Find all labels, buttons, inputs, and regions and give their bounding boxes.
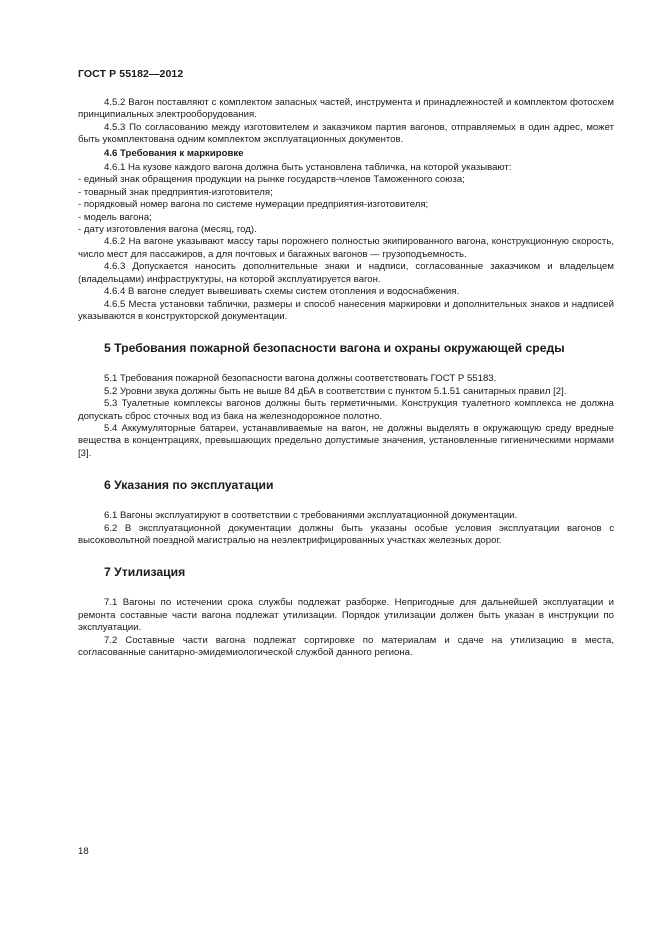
list-item: - порядковый номер вагона по системе нумерации предприятия-изготовителя; [78,199,429,211]
list-item: - единый знак обращения продукции на рынке государств-членов Таможенного союза; [78,174,465,186]
document-body [78,97,614,659]
paragraph: 4.5.3 По согласованию между изготовителем и заказчиком партия вагонов, отправляемых в один адрес, может быть укомплектована одним комплектом эксплуатационных документов. [78,121,614,146]
list-item: - модель вагона; [78,211,152,223]
paragraph: 4.6.4 В вагоне следует вывешивать схемы систем отопления и водоснабжения. [104,286,460,298]
paragraph: 4.6.5 Места установки таблички, размеры и способ нанесения маркировки и дополнительных знаков и надписей указываются в конструкторской документации. [78,298,614,322]
document-header: ГОСТ Р 55182—2012 [78,68,184,80]
paragraph: 5.2 Уровни звука должны быть не выше 84 дБА в соответствии с пунктом 5.1.51 санитарных правил [2]. [104,385,567,397]
paragraph: 7.2 Составные части вагона подлежат сортировке по материалам и сдаче на утилизацию в места, согласованные санитарно-эмидемиологической службой данного региона. [78,634,614,658]
paragraph: 4.5.2 Вагон поставляют с комплектом запасных частей, инструмента и принадлежностей и комплектом фотосхем принципиальных электрооборудования. [78,97,614,121]
paragraph: 4.6.2 На вагоне указывают массу тары порожнего полностью экипированного вагона, конструкционную скорость, число мест для пассажиров, а для почтовых и багажных вагонов — грузоподъемность. [78,236,614,260]
paragraph: 7.1 Вагоны по истечении срока службы подлежат разборке. Непригодные для дальнейшей эксплуатации и ремонта составные части вагона подлежат утилизации. Порядок утилизации должен быть указан в инструкции по эксплуатации. [78,597,614,634]
paragraph: 4.6.3 Допускается наносить дополнительные знаки и надписи, согласованные заказчиком и владельцем (владельцами) инфраструктуры, на которой эксплуатируется вагон. [78,261,614,285]
list-item: - товарный знак предприятия-изготовителя; [78,186,273,198]
paragraph: 5.1 Требования пожарной безопасности вагона должны соответствовать ГОСТ Р 55183. [104,373,497,385]
page-number: 18 [78,846,89,857]
paragraph: 6.1 Вагоны эксплуатируют в соответствии с требованиями эксплуатационной документации. [104,510,518,522]
paragraph: 5.4 Аккумуляторные батареи, устанавливаемые на вагон, не должны выделять в окружающую среду вредные вещества в концентрациях, превышающих предельно допустимые значения, установленные гигиеническими нормами [3]. [78,422,614,459]
subsection-heading: 4.6 Требования к маркировке [104,147,244,159]
list-item: - дату изготовления вагона (месяц, год). [78,224,257,236]
section-heading: 7 Утилизация [104,565,186,580]
paragraph: 5.3 Туалетные комплексы вагонов должны быть герметичными. Конструкция туалетного комплекса не должна допускать сброс сточных вод из бака на железнодорожное полотно. [78,398,614,422]
section-heading: 6 Указания по эксплуатации [104,478,274,493]
section-heading: 5 Требования пожарной безопасности вагона и охраны окружающей среды [104,341,565,356]
paragraph: 6.2 В эксплуатационной документации должны быть указаны особые условия эксплуатации вагонов с высоковольтной поездной магистралью на неэлектрифицированных участках железных дорог. [78,522,614,546]
paragraph: 4.6.1 На кузове каждого вагона должна быть установлена табличка, на которой указывают: [104,162,512,174]
